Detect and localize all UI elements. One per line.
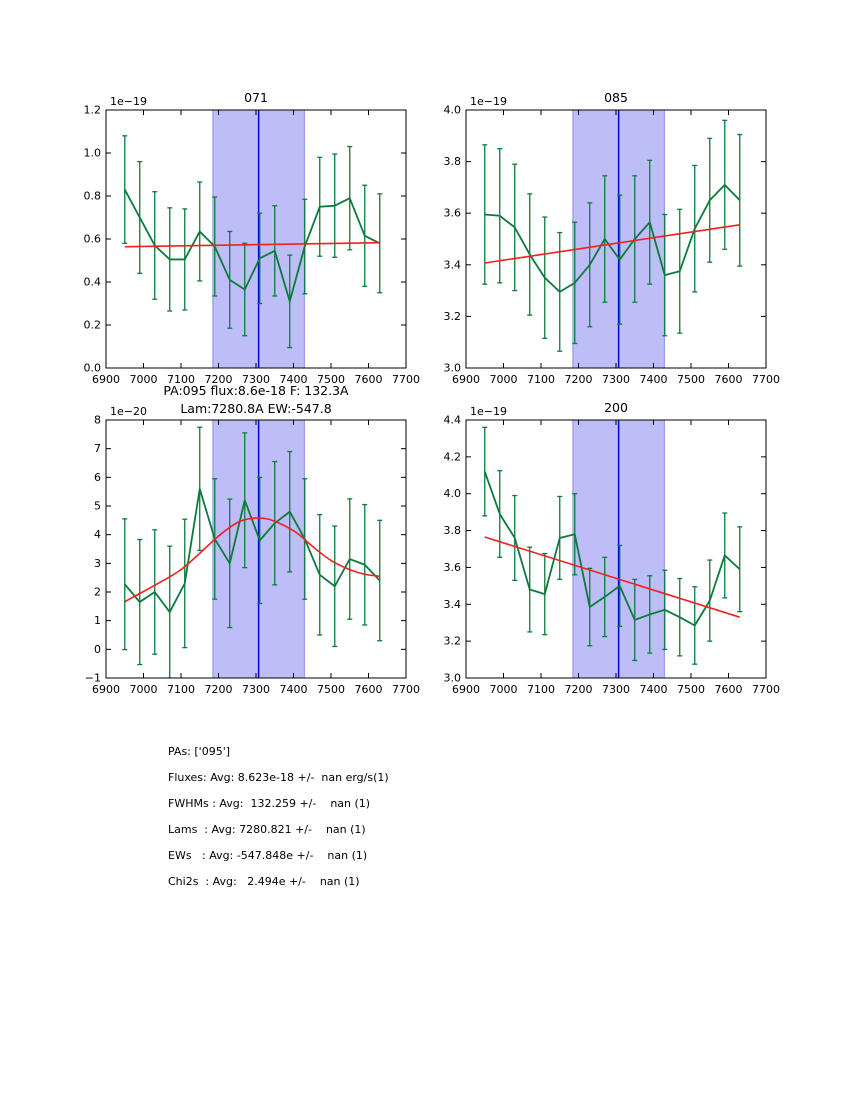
x-tick-label: 7600: [714, 373, 743, 386]
y-tick-label: 2: [94, 585, 101, 599]
stats-line-ews: EWs : Avg: -547.848e +/- nan (1): [168, 849, 368, 862]
y-tick-label: 4.0: [443, 103, 461, 117]
subplot-title: 200: [604, 400, 628, 415]
y-offset-label: 1e−19: [110, 95, 147, 108]
x-tick-label: 7400: [639, 683, 668, 696]
x-tick-label: 7100: [527, 683, 555, 696]
x-tick-label: 6900: [452, 373, 480, 386]
subplot-title: PA:095 flux:8.6e-18 F: 132.3A: [163, 383, 349, 398]
x-tick-label: 7300: [242, 683, 270, 696]
y-tick-label: 0.0: [83, 361, 101, 375]
x-tick-label: 7600: [354, 683, 383, 696]
x-tick-label: 7700: [392, 683, 420, 696]
y-tick-label: 7: [94, 442, 101, 456]
subplot-title: Lam:7280.8A EW:-547.8: [180, 401, 332, 416]
y-tick-label: 3: [94, 556, 101, 570]
x-tick-label: 7400: [279, 683, 308, 696]
subplot-title: 071: [244, 90, 268, 105]
y-tick-label: 3.6: [443, 206, 461, 220]
y-tick-label: 3.2: [443, 634, 461, 648]
y-tick-label: 4.4: [443, 413, 461, 427]
x-tick-label: 7300: [242, 373, 270, 386]
subplot-gaussian-fit: [56, 380, 426, 702]
x-tick-label: 7000: [489, 373, 518, 386]
y-tick-label: 6: [94, 470, 101, 484]
x-tick-label: 7200: [564, 373, 593, 386]
y-tick-label: 0: [94, 642, 101, 656]
x-tick-label: 7300: [602, 373, 630, 386]
x-tick-label: 7600: [714, 683, 743, 696]
subplot-071: [56, 70, 426, 392]
y-offset-label: 1e−19: [470, 95, 507, 108]
x-tick-label: 7400: [639, 373, 668, 386]
x-tick-label: 7500: [677, 683, 705, 696]
x-tick-label: 7000: [489, 683, 518, 696]
y-tick-label: 4: [94, 528, 101, 542]
x-tick-label: 6900: [452, 683, 480, 696]
x-tick-label: 7200: [204, 683, 233, 696]
stats-line-chi2s: Chi2s : Avg: 2.494e +/- nan (1): [168, 875, 360, 888]
y-tick-label: 1: [94, 614, 101, 628]
y-tick-label: 0.8: [83, 189, 101, 203]
y-offset-label: 1e−20: [110, 405, 147, 418]
x-tick-label: 7000: [129, 373, 158, 386]
stats-line-fluxes: Fluxes: Avg: 8.623e-18 +/- nan erg/s(1): [168, 771, 389, 784]
y-tick-label: 3.4: [443, 597, 461, 611]
y-tick-label: 0.4: [83, 275, 101, 289]
x-tick-label: 7100: [167, 683, 195, 696]
y-tick-label: 8: [94, 413, 101, 427]
y-tick-label: 3.8: [443, 524, 461, 538]
stats-line-fwhms: FWHMs : Avg: 132.259 +/- nan (1): [168, 797, 371, 810]
x-tick-label: 7100: [527, 373, 555, 386]
x-tick-label: 7300: [602, 683, 630, 696]
y-tick-label: 3.4: [443, 258, 461, 272]
y-tick-label: 1.2: [83, 103, 101, 117]
y-tick-label: 3.8: [443, 155, 461, 169]
stats-line-pas: PAs: ['095']: [168, 745, 231, 758]
x-tick-label: 7700: [752, 683, 780, 696]
y-tick-label: −1: [84, 671, 101, 685]
subplot-title: 085: [604, 90, 628, 105]
subplot-200: [416, 380, 786, 702]
x-tick-label: 7700: [752, 373, 780, 386]
y-tick-label: 5: [94, 499, 101, 513]
y-tick-label: 4.0: [443, 487, 461, 501]
x-tick-label: 7500: [677, 373, 705, 386]
y-tick-label: 3.6: [443, 560, 461, 574]
x-tick-label: 7100: [167, 373, 195, 386]
x-tick-label: 7700: [392, 373, 420, 386]
y-tick-label: 0.2: [83, 318, 101, 332]
y-tick-label: 3.0: [443, 671, 461, 685]
y-tick-label: 4.2: [443, 450, 461, 464]
y-tick-label: 1.0: [83, 146, 101, 160]
stats-line-lams: Lams : Avg: 7280.821 +/- nan (1): [168, 823, 366, 836]
y-tick-label: 0.6: [83, 232, 101, 246]
x-tick-label: 7500: [317, 373, 345, 386]
x-tick-label: 7200: [564, 683, 593, 696]
y-tick-label: 3.2: [443, 309, 461, 323]
x-tick-label: 7200: [204, 373, 233, 386]
x-tick-label: 7000: [129, 683, 158, 696]
x-tick-label: 6900: [92, 683, 120, 696]
subplot-085: [416, 70, 786, 392]
x-tick-label: 7600: [354, 373, 383, 386]
y-offset-label: 1e−19: [470, 405, 507, 418]
x-tick-label: 7400: [279, 373, 308, 386]
x-tick-label: 7500: [317, 683, 345, 696]
y-tick-label: 3.0: [443, 361, 461, 375]
x-tick-label: 6900: [92, 373, 120, 386]
